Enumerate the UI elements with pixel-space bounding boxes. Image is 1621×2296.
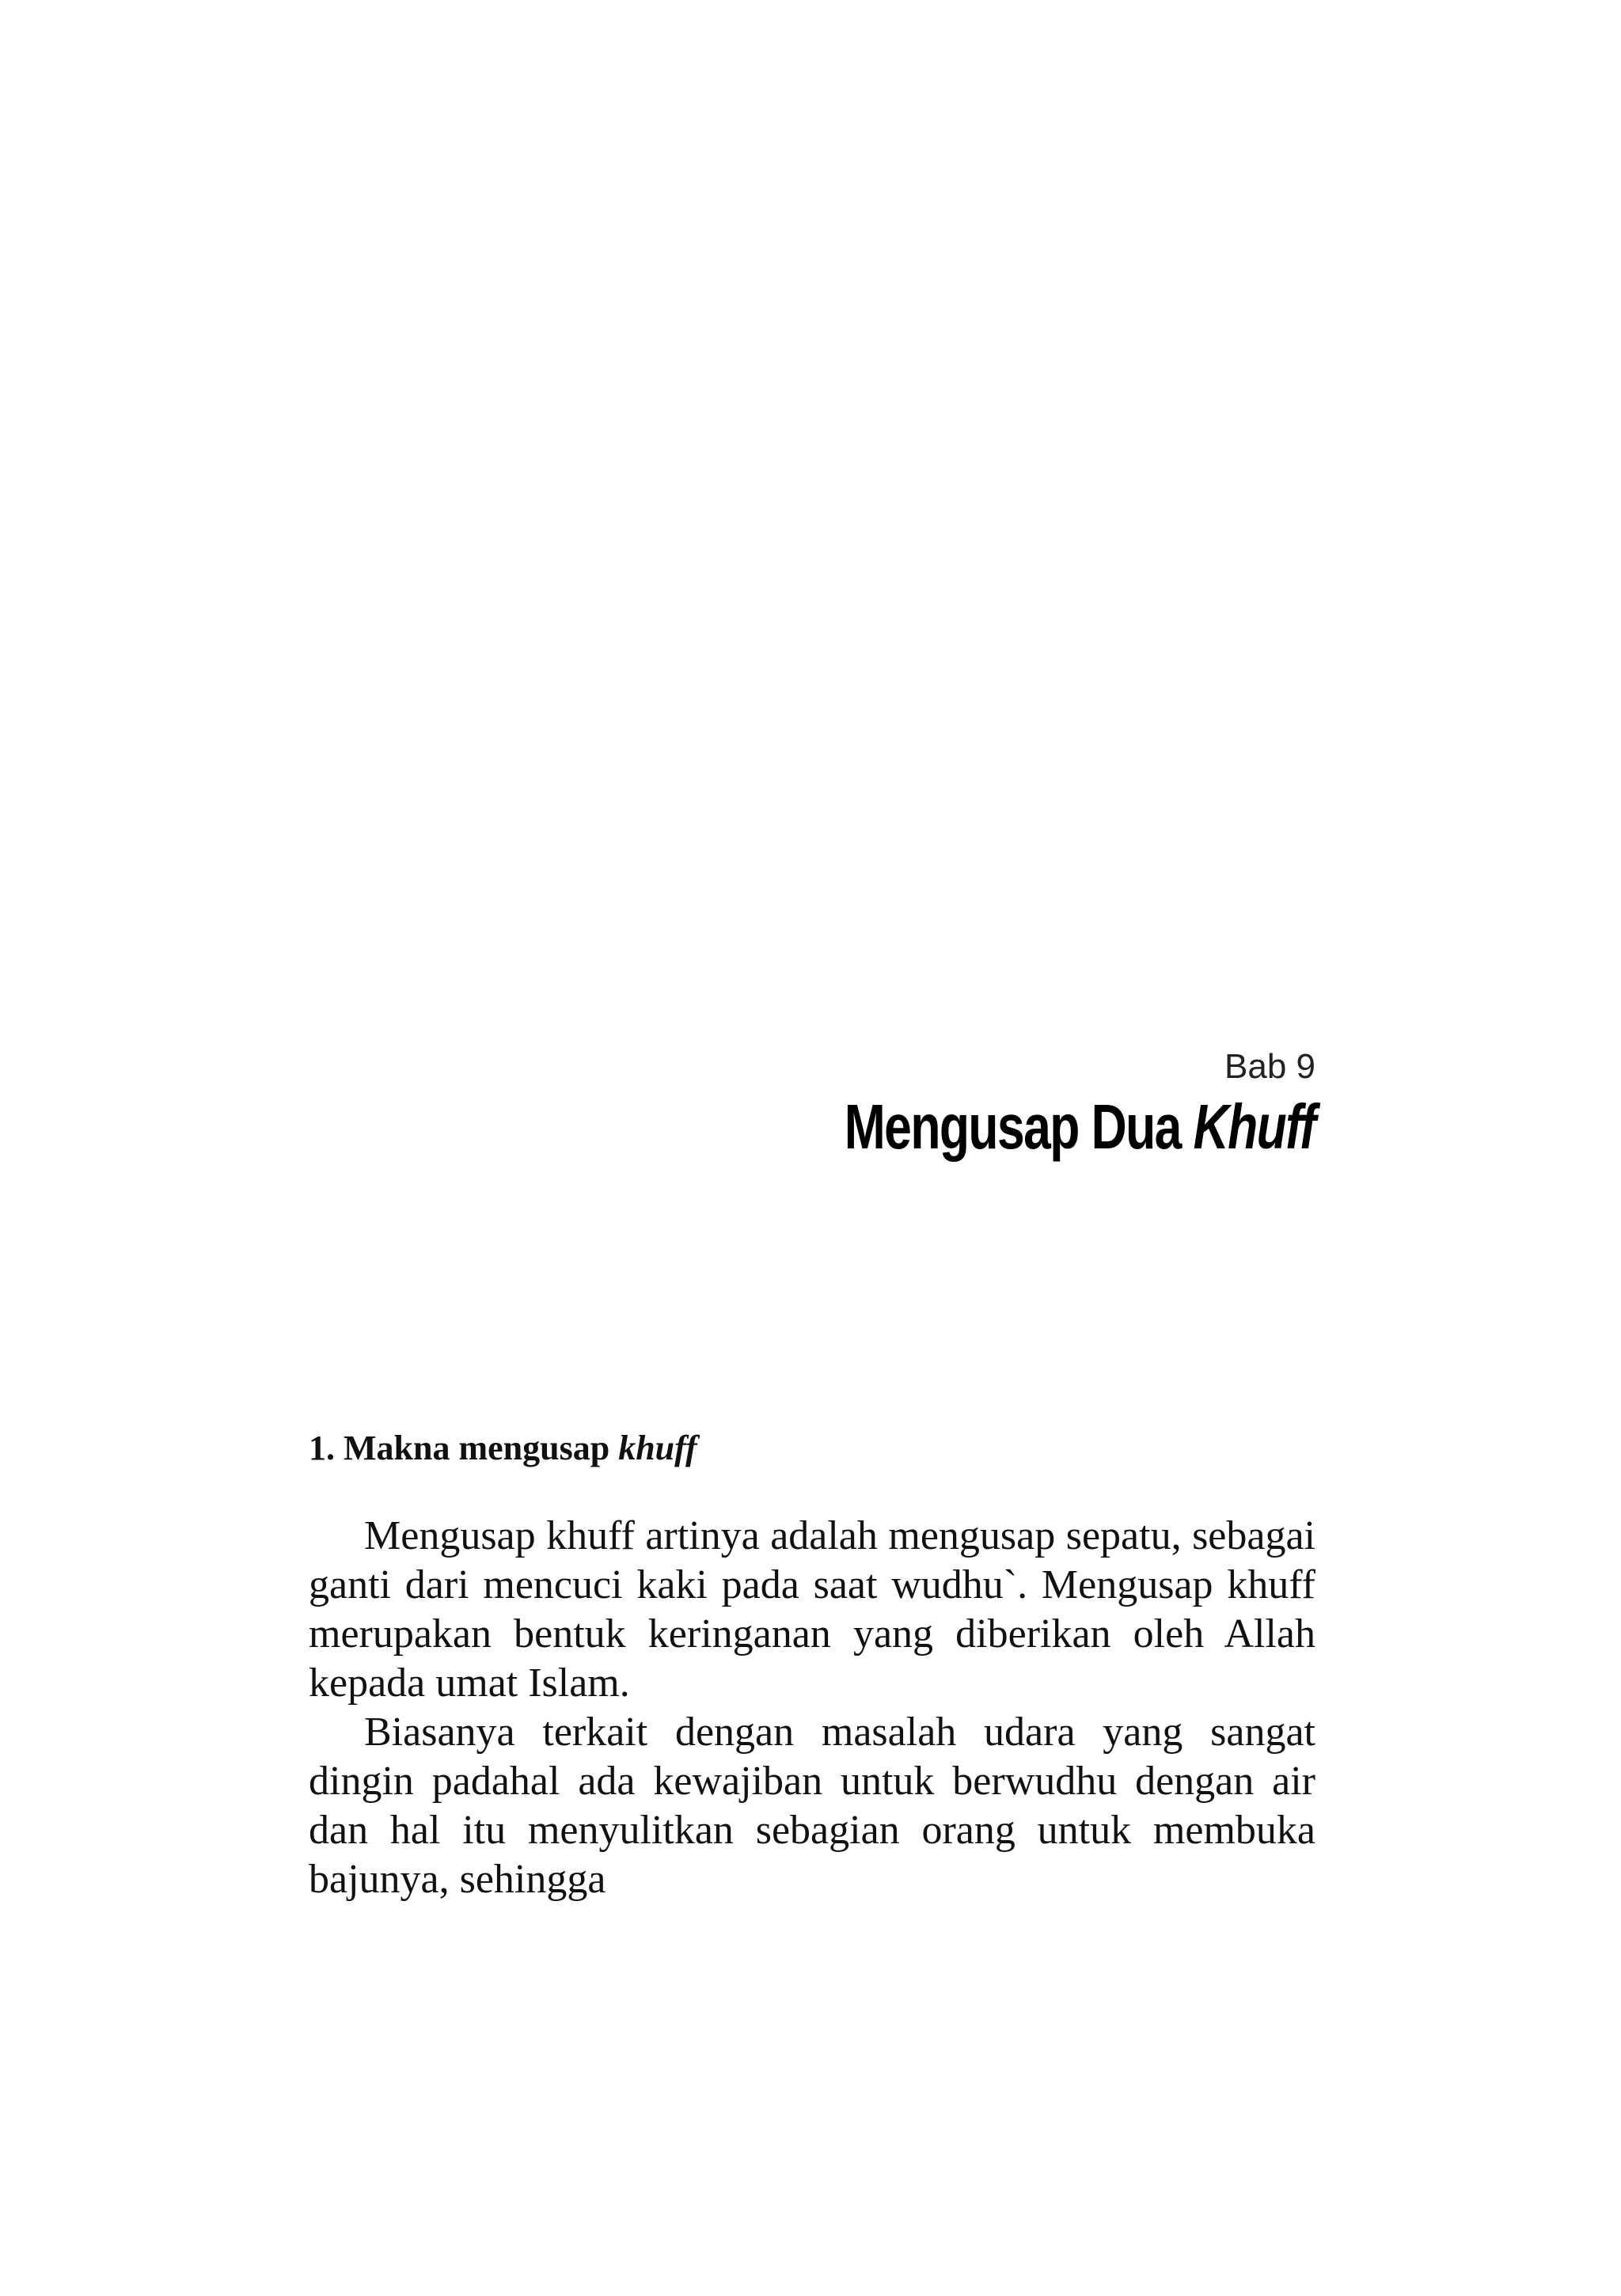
chapter-title bbox=[845, 1089, 1315, 1165]
section-heading bbox=[309, 1425, 1315, 1472]
paragraph: Mengusap khuff artinya adalah mengusap sepatu, sebagai ganti dari mencuci kaki pada saat wudhu`. Mengusap khuff merupakan bentuk keringanan yang diberikan oleh Allah kepada umat Islam. bbox=[309, 1513, 1315, 1706]
section-number: 1. bbox=[309, 1429, 335, 1467]
paragraph: Biasanya terkait dengan masalah udara yang sangat dingin padahal ada kewajiban untuk berwudhu dengan air dan hal itu menyulitkan sebagian orang untuk membuka bajunya, sehingga bbox=[309, 1710, 1315, 1902]
chapter-label: Bab 9 bbox=[1224, 1047, 1315, 1086]
chapter-title-main: Mengusap Dua bbox=[845, 1091, 1182, 1162]
chapter-title-emphasis: Khuff bbox=[1194, 1091, 1315, 1162]
section-heading-emphasis: khuff bbox=[618, 1429, 697, 1467]
page-content bbox=[309, 1425, 1315, 1904]
chapter-header bbox=[712, 1045, 1315, 1165]
section-heading-main: Makna mengusap bbox=[344, 1429, 610, 1467]
